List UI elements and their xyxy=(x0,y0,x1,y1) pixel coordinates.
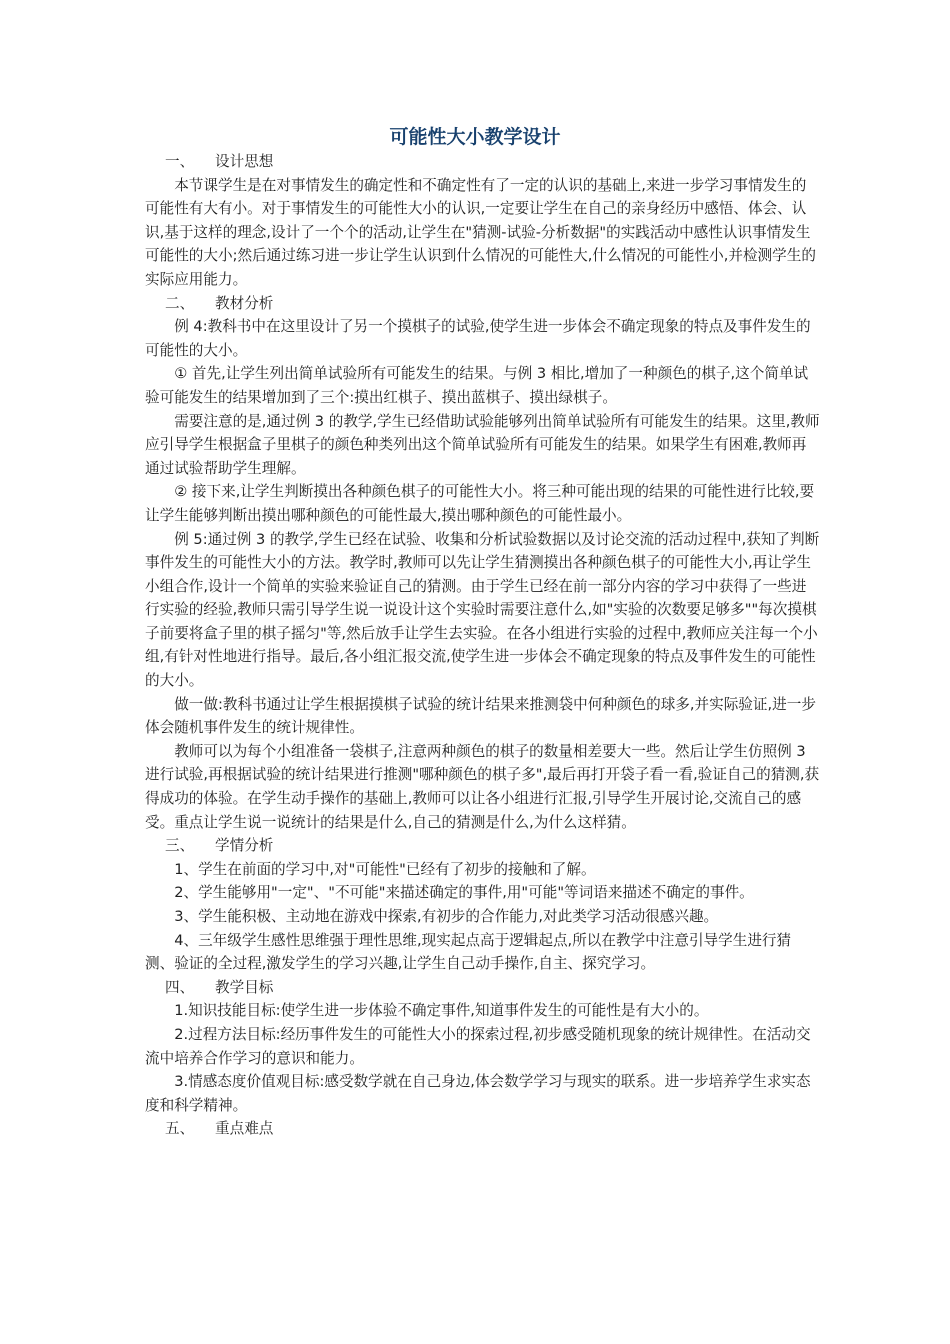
paragraph: ① 首先,让学生列出简单试验所有可能发生的结果。与例 3 相比,增加了一种颜色的棋子,这个简单试验可能发生的结果增加到了三个:摸出红棋子、摸出蓝棋子、摸出绿棋子。 xyxy=(145,365,809,406)
paragraph: 4、三年级学生感性思维强于理性思维,现实起点高于逻辑起点,所以在教学中注意引导学生进行猜测、验证的全过程,激发学生的学习兴趣,让学生自己动手操作,自主、探究学习。 xyxy=(145,931,792,973)
paragraph: 需要注意的是,通过例 3 的教学,学生已经借助试验能够列出简单试验所有可能发生的结果。这里,教师应引导学生根据盒子里棋子的颜色种类列出这个简单试验所有可能发生的结果。如果学生有困难,教师再通过试验帮助学生理解。 xyxy=(145,412,820,477)
document-body xyxy=(145,150,820,1141)
section-title: 教学目标 xyxy=(215,978,274,996)
paragraph: 3.情感态度价值观目标:感受数学就在自己身边,体会数学学习与现实的联系。进一步培养学生求实态度和科学精神。 xyxy=(145,1073,811,1114)
paragraph: 教师可以为每个小组准备一袋棋子,注意两种颜色的棋子的数量相差要大一些。然后让学生仿照例 3 进行试验,再根据试验的统计结果进行推测"哪种颜色的棋子多",最后再打开袋子看一看,验证自己的猜测,获得成功的体验。在学生动手操作的基础上,教师可以让各小组进行汇报,引导学生开展讨论,交流自己的感受。重点让学生说一说统计的结果是什么,自己的猜测是什么,为什么这样猜。 xyxy=(145,742,820,831)
paragraph: 2.过程方法目标:经历事件发生的可能性大小的探索过程,初步感受随机现象的统计规律性。在活动交流中培养合作学习的意识和能力。 xyxy=(145,1025,811,1067)
paragraph: 本节课学生是在对事情发生的确定性和不确定性有了一定的认识的基础上,来进一步学习事情发生的可能性有大有小。对于事情发生的可能性大小的认识,一定要让学生在自己的亲身经历中感悟、体会、认识,基于这样的理念,设计了一个个的活动,让学生在"猜测-试验-分析数据"的实践活动中感性认识事情发生可能性的大小;然后通过练习进一步让学生认识到什么情况的可能性大,什么情况的可能性小,并检测学生的实际应用能力。 xyxy=(145,176,816,288)
section-heading-4 xyxy=(145,976,820,1000)
paragraph: 2、学生能够用"一定"、"不可能"来描述确定的事件,用"可能"等词语来描述不确定的事件。 xyxy=(174,884,754,902)
paragraph: ② 接下来,让学生判断摸出各种颜色棋子的可能性大小。将三种可能出现的结果的可能性进行比较,要让学生能够判断出摸出哪种颜色的可能性最大,摸出哪种颜色的可能性最小。 xyxy=(145,483,815,524)
paragraph: 1、学生在前面的学习中,对"可能性"已经有了初步的接触和了解。 xyxy=(174,860,596,878)
paragraph: 做一做:教科书通过让学生根据摸棋子试验的统计结果来推测袋中何种颜色的球多,并实际验证,进一步体会随机事件发生的统计规律性。 xyxy=(145,695,816,737)
section-heading-3 xyxy=(145,834,820,858)
paragraph: 例 4:教科书中在这里设计了另一个摸棋子的试验,使学生进一步体会不确定现象的特点及事件发生的可能性的大小。 xyxy=(145,318,811,359)
section-number: 三、 xyxy=(165,837,195,855)
paragraph: 3、学生能积极、主动地在游戏中探索,有初步的合作能力,对此类学习活动很感兴趣。 xyxy=(174,908,719,925)
section-title: 教材分析 xyxy=(215,294,274,312)
section-number: 四、 xyxy=(165,978,195,996)
section-number: 五、 xyxy=(165,1120,195,1138)
section-heading-5 xyxy=(145,1117,820,1141)
section-title: 设计思想 xyxy=(215,153,274,170)
section-heading-1 xyxy=(145,150,820,174)
section-heading-2 xyxy=(145,292,820,316)
section-number: 一、 xyxy=(165,153,195,170)
section-title: 重点难点 xyxy=(215,1120,274,1138)
paragraph: 例 5:通过例 3 的教学,学生已经在试验、收集和分析试验数据以及讨论交流的活动过程中,获知了判断事件发生的可能性大小的方法。教学时,教师可以先让学生猜测摸出各种颜色棋子的可能性大小,再让学生小组合作,设计一个简单的实验来验证自己的猜测。由于学生已经在前一部分内容的学习中获得了一些进行实验的经验,教师只需引导学生说一说设计这个实验时需要注意什么,如"实验的次数要足够多""每次摸棋子前要将盒子里的棋子摇匀"等,然后放手让学生去实验。在各小组进行实验的过程中,教师应关注每一个小组,有针对性地进行指导。最后,各小组汇报交流,使学生进一步体会不确定现象的特点及事件发生的可能性的大小。 xyxy=(145,530,820,690)
paragraph: 1.知识技能目标:使学生进一步体验不确定事件,知道事件发生的可能性是有大小的。 xyxy=(174,1002,709,1020)
section-title: 学情分析 xyxy=(215,837,274,855)
section-number: 二、 xyxy=(165,294,195,312)
document-title: 可能性大小教学设计 xyxy=(389,126,561,148)
